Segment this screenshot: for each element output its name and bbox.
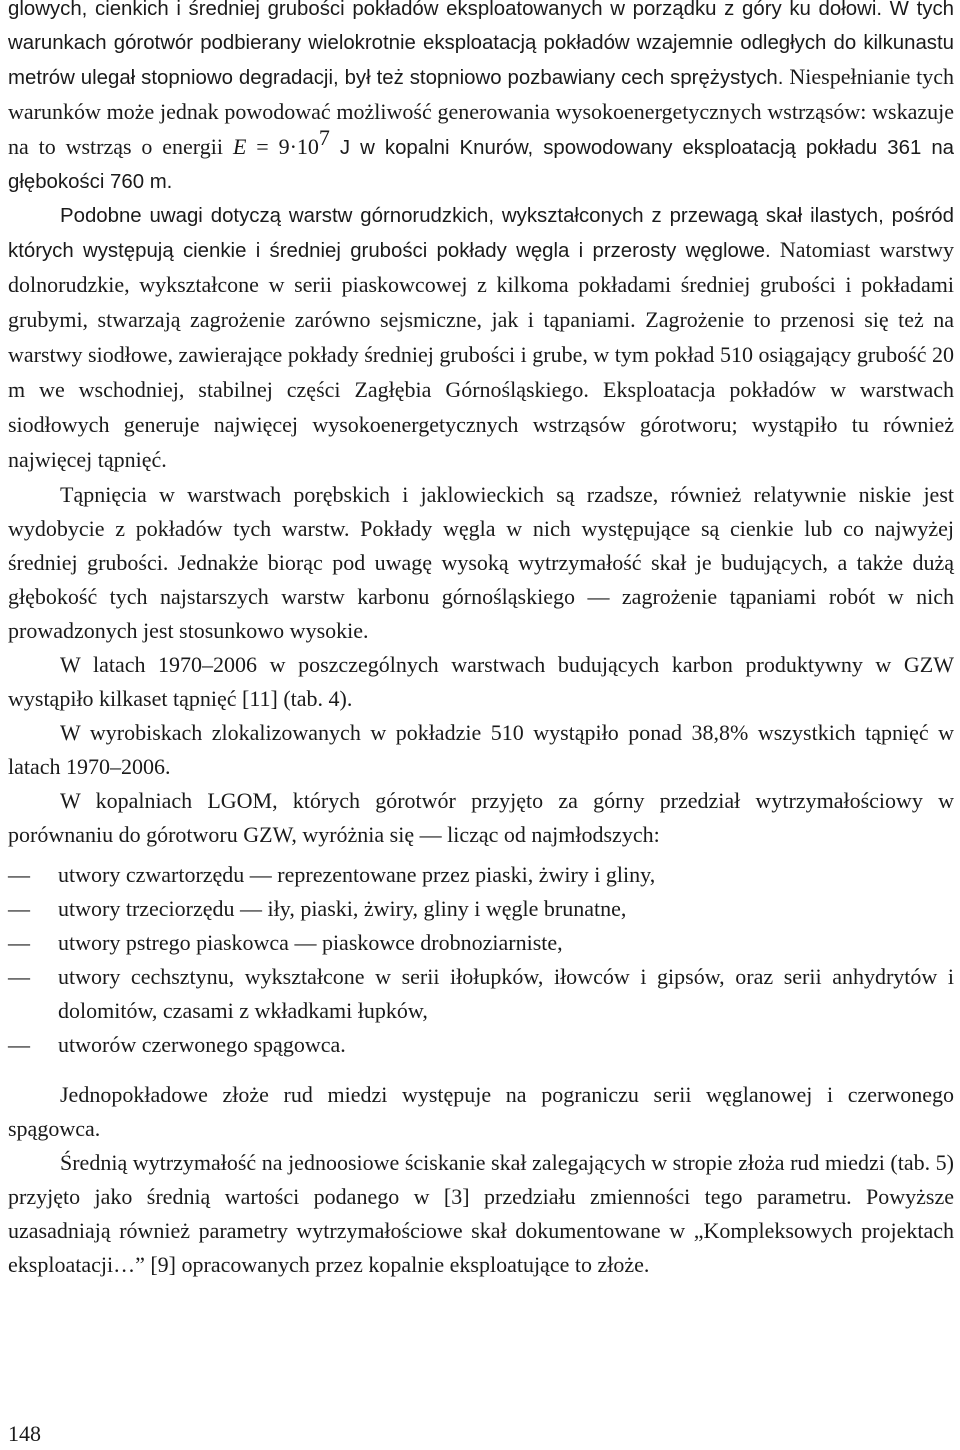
- paragraph-8: Średnią wytrzymałość na jednoosiowe ściskanie skał zalegających w stropie złoża rud miedzi (tab. 5) przyjęto jako średnią wartości podanego w [3] przedziału zmienności tego parametru. Powyższe uzasadniają również parametry wytrzymałościowe skał dokumentowane w „Kompleksowych projektach eksploatacji…” [9] opracowanych przez kopalnie eksploatujące to złoże.: [8, 1150, 954, 1277]
- energy-symbol: E: [233, 134, 247, 159]
- page-number: 148: [8, 1421, 41, 1446]
- paragraph-7: Jednopokładowe złoże rud miedzi występuje na pograniczu serii węglanowej i czerwonego spągowca.: [8, 1082, 954, 1141]
- paragraph-4: W latach 1970–2006 w poszczególnych warstwach budujących karbon produktywny w GZW wystąpiło kilkaset tąpnięć [11] (tab. 4).: [8, 652, 954, 711]
- document-page: [8, 0, 954, 1282]
- paragraph-1: [8, 0, 954, 199]
- paragraph-5: W wyrobiskach zlokalizowanych w pokładzie 510 wystąpiło ponad 38,8% wszystkich tąpnięć w latach 1970–2006.: [8, 720, 954, 779]
- list-item-text: utwory cechsztynu, wykształcone w serii iłołupków, iłowców i gipsów, oraz serii anhydrytów i dolomitów, czasami z wkładkami łupków,: [58, 964, 954, 1023]
- spacer: [8, 1062, 954, 1078]
- paragraph-2-part-a: Podobne uwagi dotyczą warstw górnorudzkich, wykształconych z przewagą skał ilastych, pośród których występują cienkie i średniej grubości pokłady węgla i przerosty węglowe.: [8, 205, 954, 262]
- list-item: [8, 926, 954, 960]
- paragraph-2-part-b: Natomiast warstwy dolnorudzkie, wykształcone w serii piaskowcowej z kilkoma pokładami średniej grubości i pokładami grubymi, stwarzają zagrożenie zarówno sejsmiczne, jak i tąpaniami.: [8, 237, 954, 332]
- list-dash: —: [8, 896, 30, 921]
- paragraph-3: Tąpnięcia w warstwach porębskich i jaklowieckich są rzadsze, również relatywnie niskie jest wydobycie z pokładów tych warstw. Pokłady węgla w nich występujące są cienkie lub co najwyżej średniej grubości. Jednakże biorąc pod uwagę wysoką wytrzymałość skał je budujących, a także dużą głębokość tych najstarszych warstw karbonu górnośląskiego — zagrożenie tąpaniami robót w nich prowadzonych jest stosunkowo wysokie.: [8, 482, 954, 643]
- paragraph-2: [8, 199, 954, 478]
- paragraph-6: W kopalniach LGOM, których górotwór przyjęto za górny przedział wytrzymałościowy w porównaniu do górotworu GZW, wyróżnia się — licząc od najmłodszych:: [8, 788, 954, 847]
- list-item: [8, 1028, 954, 1062]
- energy-equation: = 9·10: [246, 134, 319, 159]
- rock-layer-list: [8, 858, 954, 1062]
- list-item: [8, 858, 954, 892]
- list-item: [8, 960, 954, 1028]
- list-item-text: utwory pstrego piaskowca — piaskowce drobnoziarniste,: [58, 930, 563, 955]
- energy-exponent: 7: [318, 125, 330, 150]
- list-dash: —: [8, 964, 30, 989]
- list-item-text: utworów czerwonego spągowca.: [58, 1032, 346, 1057]
- list-dash: —: [8, 862, 30, 887]
- list-item-text: utwory czwartorzędu — reprezentowane przez piaski, żwiry i gliny,: [58, 862, 656, 887]
- paragraph-2-part-d: Eksploatacja pokładów w warstwach siodłowych generuje najwięcej wysokoenergetycznych wstrząsów górotworu; wystąpiło tu również najwięcej tąpnięć.: [8, 377, 954, 472]
- paragraph-2-part-c: Zagrożenie to przenosi się też na warstwy siodłowe, zawierające pokłady średniej grubości i grube, w tym pokład 510 osiągający grubość 20 m we wschodniej, stabilnej części Zagłębia Górnośląskiego.: [8, 307, 955, 402]
- list-dash: —: [8, 1032, 30, 1057]
- list-item: [8, 892, 954, 926]
- paragraph-1-part-c: J w kopalni Knurów, spowodowany eksploatacją pokładu 361 na głębokości 760 m.: [8, 137, 955, 193]
- list-dash: —: [8, 930, 30, 955]
- paragraph-1-part-b: Niespełnianie tych warunków może jednak powodować możliwość generowania wysokoenergetycznych wstrząsów: wskazuje na to wstrząs o energii: [8, 64, 954, 159]
- list-item-text: utwory trzeciorzędu — iły, piaski, żwiry, gliny i węgle brunatne,: [58, 896, 627, 921]
- paragraph-1-part-a: glowych, cienkich i średniej grubości pokładów eksploatowanych w porządku z góry ku dołowi. W tych warunkach górotwór podbierany wielokrotnie eksploatacją pokładów wzajemnie odległych do kilkunastu metrów ulegał stopniowo degradacji, był też stopniowo pozbawiany cech sprężystych.: [8, 0, 954, 89]
